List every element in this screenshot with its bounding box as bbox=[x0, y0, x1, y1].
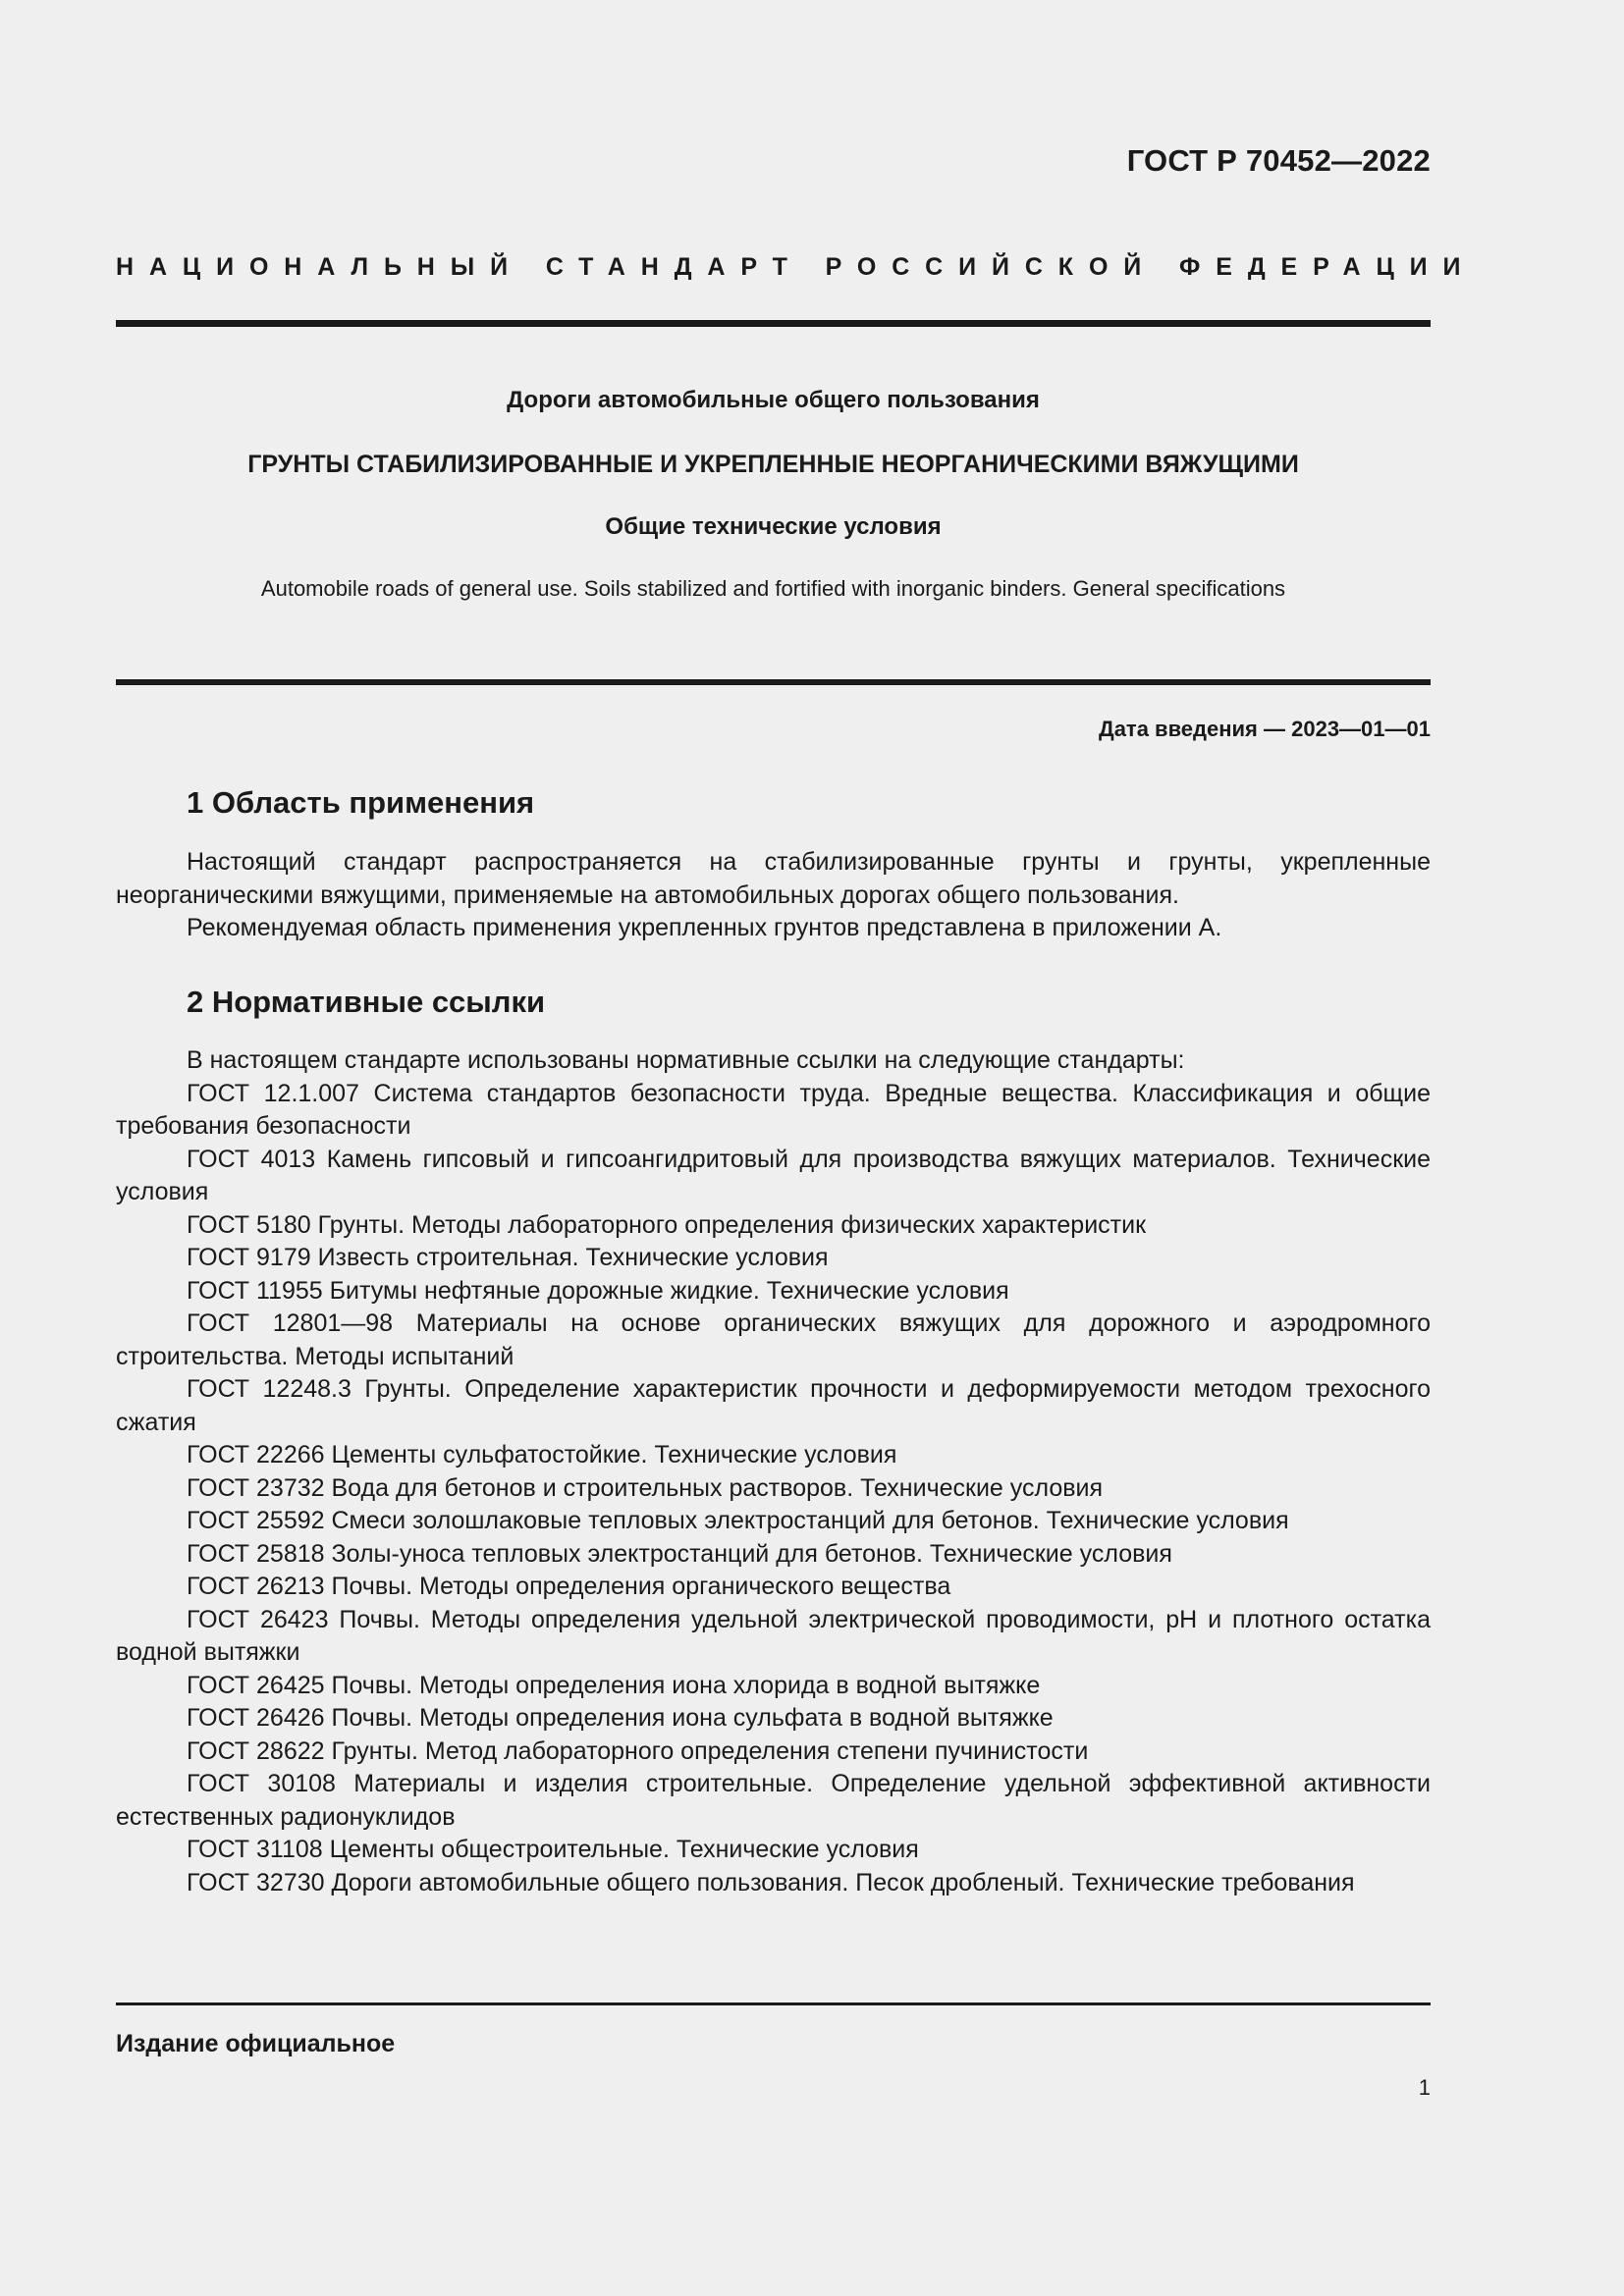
reference-item: ГОСТ 12.1.007 Система стандартов безопасности труда. Вредные вещества. Классификация и общие требования безопасности bbox=[116, 1079, 1431, 1140]
english-title: Automobile roads of general use. Soils stabilized and fortified with inorganic binders. General specifications bbox=[260, 576, 1286, 601]
section-2-body bbox=[116, 1044, 1431, 1899]
subtitle: Общие технические условия bbox=[605, 513, 942, 540]
top-divider bbox=[116, 320, 1431, 327]
reference-item: ГОСТ 26213 Почвы. Методы определения органического вещества bbox=[187, 1573, 951, 1600]
reference-item: ГОСТ 23732 Вода для бетонов и строительных растворов. Технические условия bbox=[187, 1473, 1104, 1502]
road-title: Дороги автомобильные общего пользования bbox=[507, 387, 1040, 413]
reference-item: ГОСТ 12248.3 Грунты. Определение характеристик прочности и деформируемости методом трехосного сжатия bbox=[116, 1375, 1431, 1436]
standard-number: ГОСТ Р 70452—2022 bbox=[1126, 143, 1431, 178]
official-edition-label: Издание официальное bbox=[116, 2030, 396, 2057]
reference-item: ГОСТ 12801—98 Материалы на основе органических вяжущих для дорожного и аэродромного строительства. Методы испытаний bbox=[116, 1309, 1431, 1370]
reference-item: ГОСТ 22266 Цементы сульфатостойкие. Технические условия bbox=[187, 1441, 897, 1468]
page-number: 1 bbox=[1418, 2075, 1431, 2100]
reference-item: ГОСТ 25818 Золы-уноса тепловых электростанций для бетонов. Технические условия bbox=[187, 1539, 1172, 1568]
section-2-heading: 2 Нормативные ссылки bbox=[187, 985, 546, 1019]
reference-item: ГОСТ 26425 Почвы. Методы определения иона хлорида в водной вытяжке bbox=[187, 1671, 1041, 1699]
reference-item: ГОСТ 26426 Почвы. Методы определения иона сульфата в водной вытяжке bbox=[187, 1704, 1054, 1732]
reference-item: ГОСТ 5180 Грунты. Методы лабораторного определения физических характеристик bbox=[187, 1210, 1147, 1239]
introduction-date: Дата введения — 2023—01—01 bbox=[1099, 717, 1431, 741]
middle-divider bbox=[116, 679, 1431, 685]
paragraph: Настоящий стандарт распространяется на стабилизированные грунты и грунты, укрепленные неорганическими вяжущими, применяемые на автомобильных дорогах общего пользования. bbox=[116, 848, 1431, 909]
reference-item: ГОСТ 9179 Известь строительная. Технические условия bbox=[187, 1244, 829, 1271]
section-1-body bbox=[116, 846, 1431, 945]
paragraph: В настоящем стандарте использованы нормативные ссылки на следующие стандарты: bbox=[187, 1046, 1185, 1074]
reference-item: ГОСТ 4013 Камень гипсовый и гипсоангидритовый для производства вяжущих материалов. Технические условия bbox=[116, 1145, 1431, 1205]
paragraph: Рекомендуемая область применения укрепленных грунтов представлена в приложении А. bbox=[187, 914, 1222, 941]
document-page bbox=[116, 0, 1477, 2296]
reference-item: ГОСТ 32730 Дороги автомобильные общего пользования. Песок дробленый. Технические требования bbox=[187, 1868, 1355, 1896]
reference-item: ГОСТ 31108 Цементы общестроительные. Технические условия bbox=[187, 1836, 919, 1863]
reference-item: ГОСТ 30108 Материалы и изделия строительные. Определение удельной эффективной активности естественных радионуклидов bbox=[116, 1770, 1431, 1831]
reference-item: ГОСТ 11955 Битумы нефтяные дорожные жидкие. Технические условия bbox=[187, 1276, 1009, 1305]
reference-item: ГОСТ 25592 Смеси золошлаковые тепловых электростанций для бетонов. Технические условия bbox=[187, 1507, 1289, 1534]
reference-item: ГОСТ 26423 Почвы. Методы определения удельной электрической проводимости, pH и плотного остатка водной вытяжки bbox=[116, 1605, 1431, 1666]
footer-divider bbox=[116, 2002, 1431, 2005]
national-standard-title: НАЦИОНАЛЬНЫЙ СТАНДАРТ РОССИЙСКОЙ ФЕДЕРАЦИИ bbox=[116, 253, 1477, 281]
reference-item: ГОСТ 28622 Грунты. Метод лабораторного определения степени пучинистости bbox=[187, 1736, 1089, 1765]
section-1-heading: 1 Область применения bbox=[187, 785, 535, 820]
main-title: ГРУНТЫ СТАБИЛИЗИРОВАННЫЕ И УКРЕПЛЕННЫЕ НЕОРГАНИЧЕСКИМИ ВЯЖУЩИМИ bbox=[247, 451, 1299, 478]
